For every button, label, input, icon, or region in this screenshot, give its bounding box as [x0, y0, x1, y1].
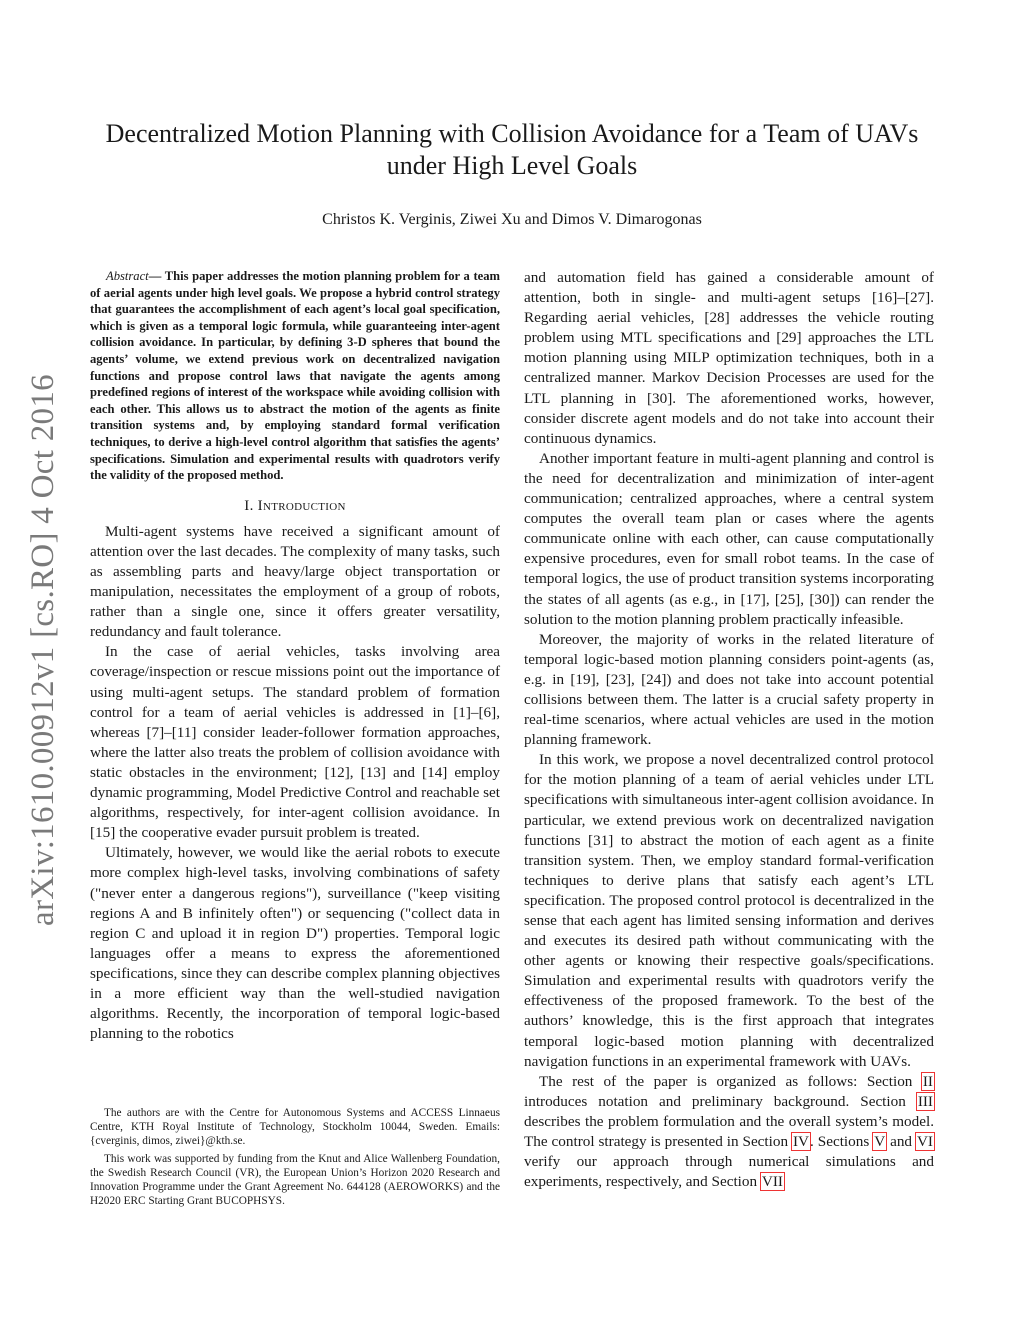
- text-run: introduces notation and preliminary background. Section: [524, 1092, 917, 1110]
- section-link-ii[interactable]: II: [922, 1072, 933, 1090]
- footnote-affiliation: The authors are with the Centre for Autonomous Systems and ACCESS Linnaeus Centre, KTH Royal Institute of Technology, Stockholm 10044, Sweden. Emails: {cverginis, dimos, ziwei}@kth.se.: [90, 1107, 500, 1148]
- paragraph: Another important feature in multi-agent planning and control is the need for decentralization and minimization of inter-agent communication; centralized approaches, where a central system computes the overall team plan or cases where the agents communicate online with each other, can cause computationally expensive procedures, even for small robot teams. In the case of temporal logics, the use of product transition systems incorporating the states of all agents (as e.g., in [17], [25], [30]) can render the solution to the motion planning problem practically infeasible.: [524, 449, 934, 628]
- abstract: [90, 268, 500, 484]
- text-run: verify our approach through numerical simulations and experiments, respectively, and Section: [524, 1153, 934, 1191]
- right-column: [524, 268, 934, 1192]
- section-link-iii[interactable]: III: [917, 1092, 933, 1110]
- arxiv-identifier: arXiv:1610.00912v1 [cs.RO] 4 Oct 2016: [25, 374, 61, 926]
- abstract-dash: —: [148, 269, 165, 283]
- section-link-vi[interactable]: VI: [916, 1133, 933, 1151]
- paragraph: Multi-agent systems have received a significant amount of attention over the last decades. The complexity of many tasks, such as assembling parts and heavy/large object transportation or manipulation, necessitates the employment of a group of robots, rather than a single one, since it offers greater versatility, redundancy and fault tolerance.: [90, 522, 500, 641]
- footnote-funding: This work was supported by funding from the Knut and Alice Wallenberg Foundation, the Swedish Research Council (VR), the European Union’s Horizon 2020 Research and Innovation Programme under the Grant Agreement No. 644128 (AEROWORKS) and the H2020 ERC Starting Grant BUCOPHSYS.: [90, 1152, 500, 1208]
- text-run: The rest of the paper is organized as follows: Section: [539, 1072, 922, 1090]
- section-link-iv[interactable]: IV: [793, 1133, 810, 1151]
- abstract-text: This paper addresses the motion planning problem for a team of aerial agents under high level goals. We propose a hybrid control strategy that guarantees the accomplishment of each agent’s local goal specification, which is given as a temporal logic formula, while guaranteeing inter-agent collision avoidance. In particular, by defining 3-D spheres that bound the agents’ volume, we extend previous work on decentralized navigation functions and propose control laws that navigate the agents among predefined regions of interest of the workspace while avoiding collision with each other. This allows us to abstract the motion of the agents as finite transition systems and, by employing standard formal verification techniques, to derive a high-level control algorithm that satisfies the agents’ specifications. Simulation and experimental results with quadrotors verify the validity of the proposed method.: [90, 269, 501, 483]
- footnotes: [90, 1106, 500, 1211]
- paragraph: Moreover, the majority of works in the related literature of temporal logic-based motion planning considers point-agents (as, e.g. in [19], [23], [24]) and does not take into account potential collisions between them. The latter is a crucial safety property in real-time scenarios, where actual vehicles are used in the motion planning framework.: [524, 630, 934, 749]
- left-column: [90, 268, 500, 1044]
- text-run: describes the problem formulation and the overall system’s model. The control strategy is presented in Section: [524, 1112, 934, 1151]
- abstract-label: Abstract: [106, 269, 149, 283]
- paragraph: In this work, we propose a novel decentralized control protocol for the motion planning of a team of aerial vehicles under LTL specifications with simultaneous inter-agent collision avoidance. In particular, we extend previous work on decentralized navigation functions [31] to abstract the motion of each agent as a finite transition system. Then, we employ standard formal-verification techniques to derive plans that satisfy each agent’s LTL specification. The proposed control protocol is decentralized in the sense that each agent has limited sensing information and derives and executes its desired path without communicating with the other agents or knowing their respective goals/specifications. Simulation and experimental results with quadrotors verify the effectiveness of the proposed framework. To the best of the authors’ knowledge, this is the first approach that integrates temporal logic-based motion planning with decentralized navigation functions in an experimental framework with UAVs.: [524, 751, 934, 1070]
- paragraph-organization: [524, 1072, 934, 1193]
- paragraph: Ultimately, however, we would like the aerial robots to execute more complex high-level tasks, involving combinations of safety ("never enter a dangerous regions"), surveillance ("keep visiting regions A and B infinitely often") or sequencing ("collect data in region C and upload it in region D") properties. Temporal logic languages offer a means to express the aforementioned specifications, since they can describe complex planning objectives in a more efficient way than the well-studied navigation algorithms. Recently, the incorporation of temporal logic-based planning to the robotics: [90, 844, 500, 1043]
- text-run: and: [886, 1133, 916, 1151]
- section-link-vii[interactable]: VII: [761, 1173, 783, 1191]
- text-run: . Sections: [810, 1133, 874, 1151]
- paper-authors: Christos K. Verginis, Ziwei Xu and Dimos V. Dimarogonas: [322, 211, 702, 228]
- paper-title: Decentralized Motion Planning with Collision Avoidance for a Team of UAVs under High Level Goals: [105, 119, 919, 180]
- paragraph: In the case of aerial vehicles, tasks involving area coverage/inspection or rescue missions point out the importance of using multi-agent setups. The standard problem of formation control for a team of aerial vehicles is addressed in [1]–[6], whereas [7]–[11] consider leader-follower formation approaches, where the latter also treats the problem of collision avoidance with static obstacles in the environment; [12], [13] and [14] employ dynamic programming, Model Predictive Control and reachable set algorithms, respectively, for inter-agent collision avoidance. In [15] the cooperative evader pursuit problem is treated.: [90, 643, 500, 842]
- paragraph: and automation field has gained a considerable amount of attention, both in single- and multi-agent setups [16]–[27]. Regarding aerial vehicles, [28] addresses the vehicle routing problem using MTL specifications and [29] approaches the LTL motion planning using MILP optimization techniques, both in a centralized manner. Markov Decision Processes are used for the LTL planning in [30]. The aforementioned works, however, consider discrete agent models and do not take into account their continuous dynamics.: [524, 269, 934, 447]
- section-link-v[interactable]: V: [874, 1133, 886, 1151]
- section-heading-introduction: I. Introduction: [244, 497, 346, 514]
